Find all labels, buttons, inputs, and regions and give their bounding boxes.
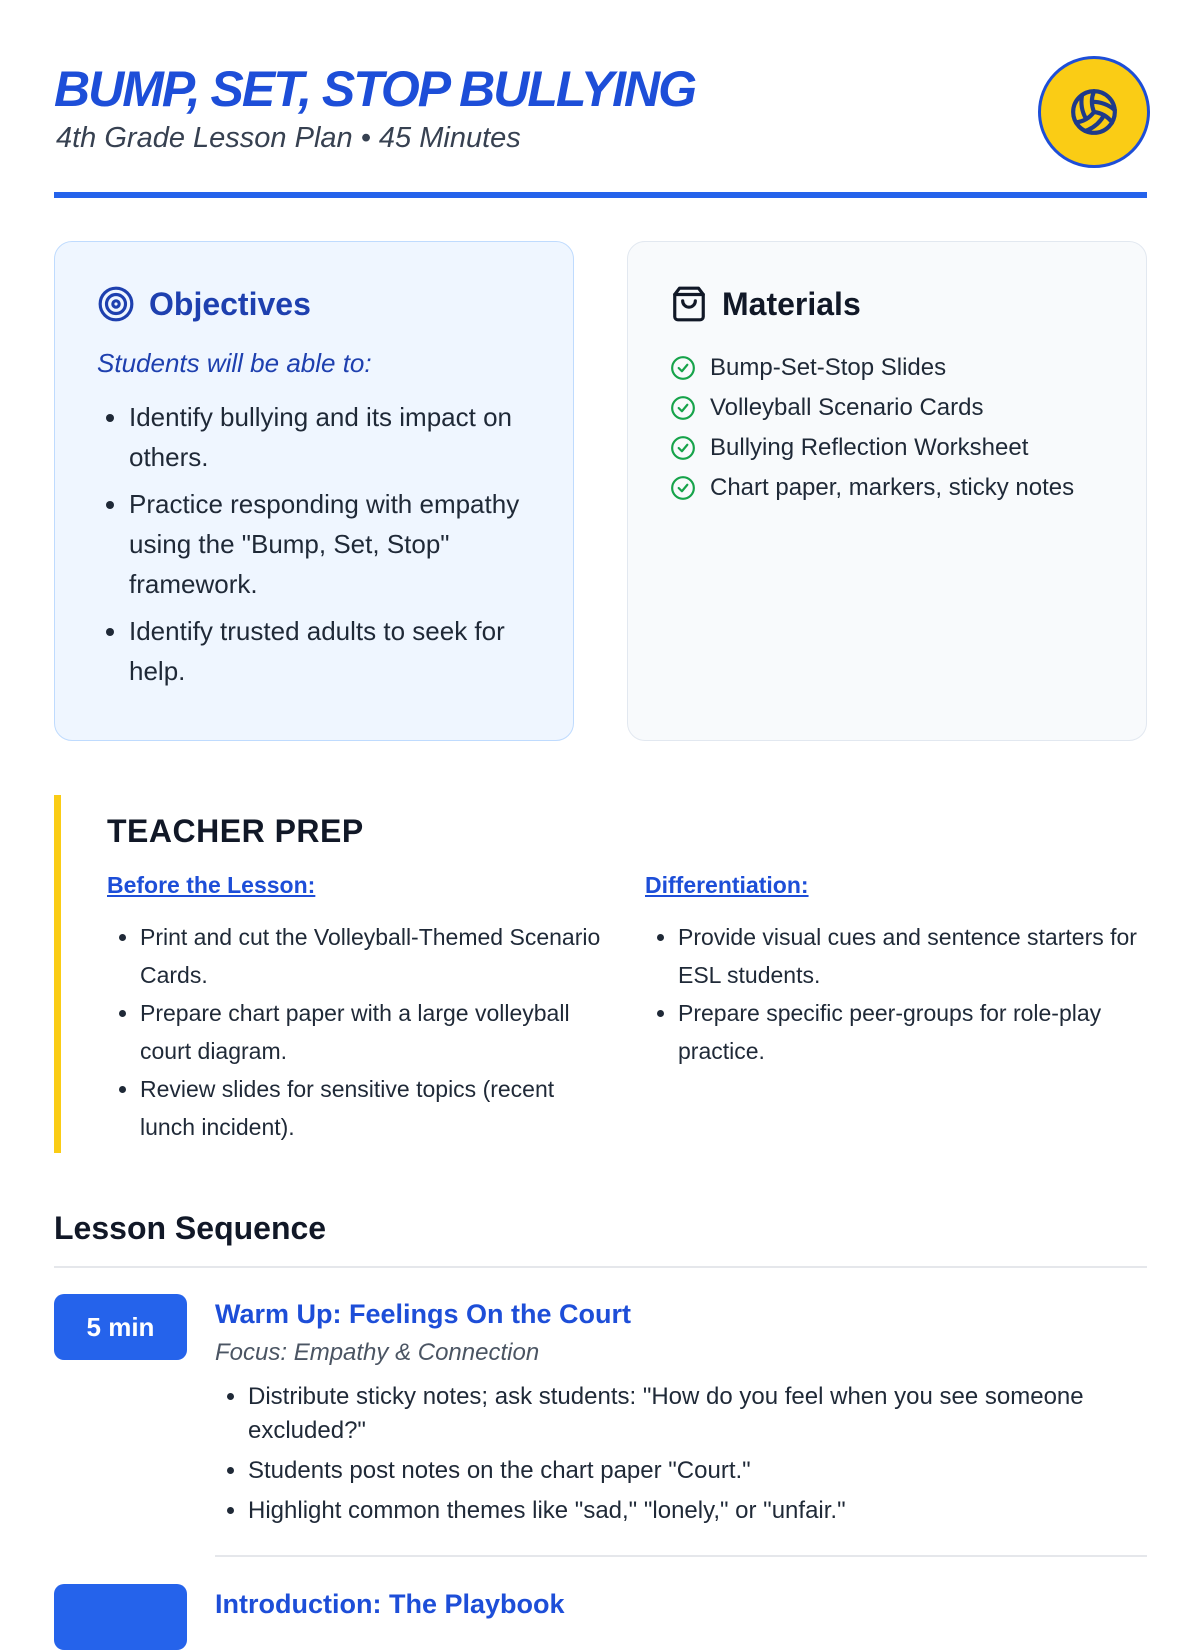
step-activity-item: • Distribute sticky notes; ask students: "How do you feel when you see someone excluded?" [248,1380,1147,1448]
material-label: Volleyball Scenario Cards [710,394,984,421]
volleyball-icon [1069,87,1119,137]
objectives-card [54,241,574,741]
lesson-plan-page [54,0,1147,1619]
material-item [670,388,1104,428]
prep-item: • Review slides for sensitive topics (recent lunch incident). [140,1070,607,1146]
lesson-sequence-heading: Lesson Sequence [54,1210,327,1246]
prep-item: • Print and cut the Volleyball-Themed Scenario Cards. [140,918,607,994]
step-activity-item: • Highlight common themes like "sad," "lonely," or "unfair." [248,1494,1147,1528]
step-title: Warm Up: Feelings On the Court [215,1299,632,1329]
material-label: Chart paper, markers, sticky notes [710,474,1075,501]
objectives-heading [97,282,531,326]
before-lesson-heading: Before the Lesson: [107,872,316,898]
materials-list [670,348,1104,508]
objective-item: • Identify bullying and its impact on others. [129,397,531,477]
lesson-sequence-divider [54,1266,1147,1268]
teacher-prep-section [54,795,1147,1153]
step-activity-item: • Students post notes on the chart paper "Court." [248,1454,1147,1488]
objectives-heading-label: Objectives [149,285,311,322]
check-circle-icon [670,475,696,501]
before-lesson-list [107,918,607,1146]
check-circle-icon [670,355,696,381]
step-focus: Focus: Empathy & Connection [215,1339,540,1366]
material-item [670,348,1104,388]
page-header [54,56,1147,200]
page-title: BUMP, SET, STOP BULLYING [54,61,695,117]
materials-heading-label: Materials [722,285,861,322]
differentiation-heading: Differentiation: [645,872,809,898]
materials-card [627,241,1147,741]
prep-item: • Prepare chart paper with a large volleyball court diagram. [140,994,607,1070]
check-circle-icon [670,395,696,421]
step-duration-badge: 5 min [54,1294,187,1360]
differentiation-column [645,872,1145,1070]
objectives-lead: Students will be able to: [97,348,372,378]
material-label: Bump-Set-Stop Slides [710,354,947,381]
objective-item: • Practice responding with empathy using the "Bump, Set, Stop" framework. [129,484,531,604]
target-icon [97,285,135,323]
step-divider [215,1555,1147,1557]
before-lesson-column [107,872,607,1146]
material-item [670,428,1104,468]
header-divider [54,192,1147,198]
material-label: Bullying Reflection Worksheet [710,434,1029,461]
volleyball-logo [1038,56,1150,168]
step-activity-list [215,1380,1147,1528]
objectives-list [97,397,531,691]
teacher-prep-heading: TEACHER PREP [107,813,364,849]
shopping-bag-icon [670,285,708,323]
objective-item: • Identify trusted adults to seek for help. [129,611,531,691]
step-body [215,1294,1147,1534]
prep-item: • Prepare specific peer-groups for role-play practice. [678,994,1145,1070]
differentiation-list [645,918,1145,1070]
step-duration-badge [54,1584,187,1650]
materials-heading [670,282,1104,326]
prep-item: • Provide visual cues and sentence starters for ESL students. [678,918,1145,994]
material-item [670,468,1104,508]
step-title: Introduction: The Playbook [215,1589,565,1619]
step-body [215,1584,1147,1624]
check-circle-icon [670,435,696,461]
page-subtitle: 4th Grade Lesson Plan • 45 Minutes [56,122,521,154]
